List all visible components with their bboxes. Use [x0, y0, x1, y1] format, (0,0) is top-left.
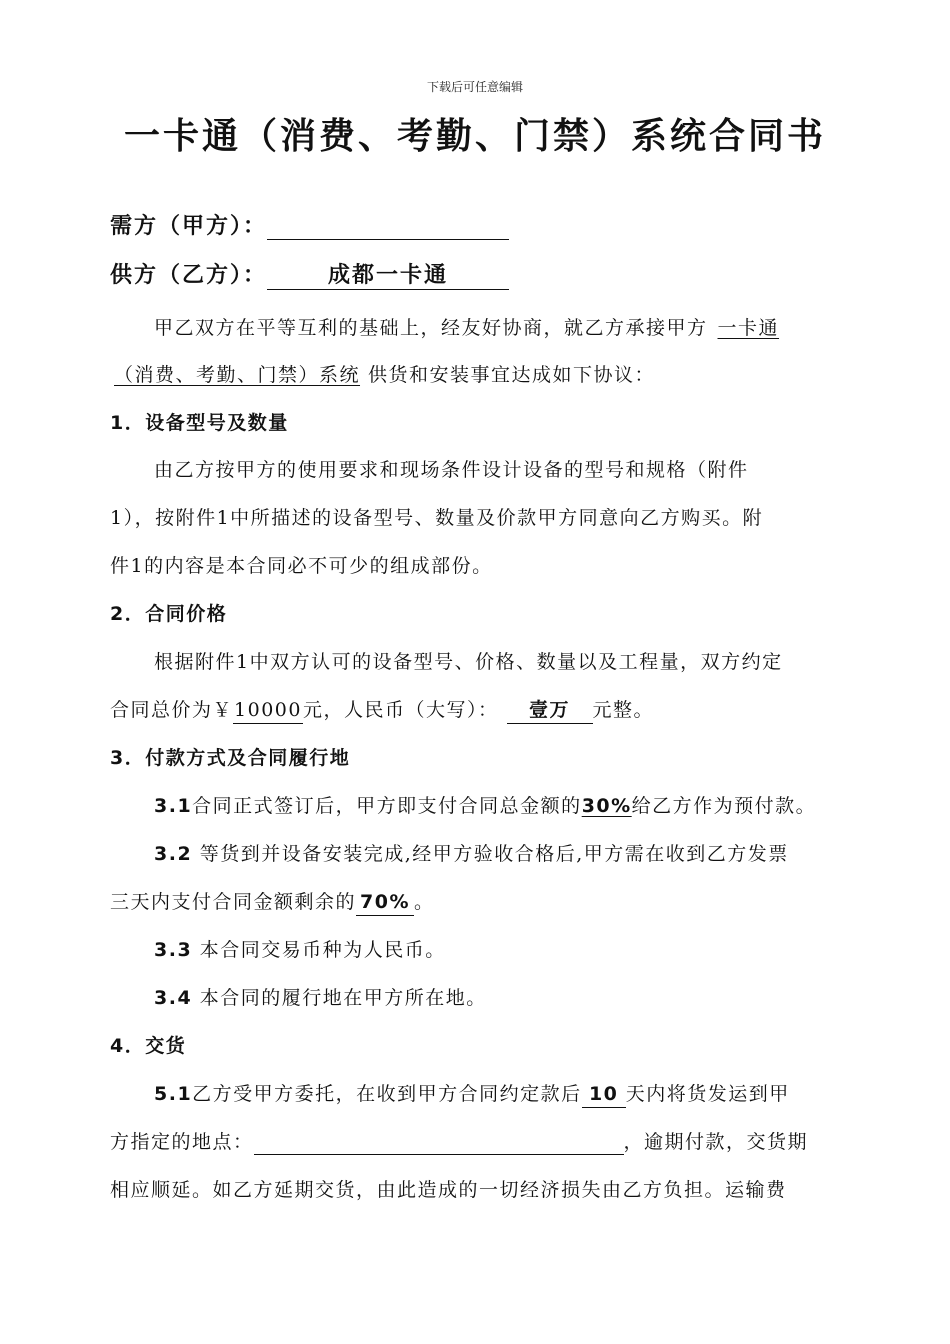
clause-5-1: [110, 1081, 894, 1108]
clause-5-1-number: 5.1: [154, 1083, 193, 1105]
party-b-label: 供方（乙方）：: [110, 263, 268, 288]
price-value: 10000: [233, 697, 303, 724]
price-suffix: 元整。: [592, 699, 655, 721]
intro-text-2: 供货和安装事宜达成如下协议：: [368, 364, 656, 386]
section-3-heading: 3．付款方式及合同履行地: [110, 747, 351, 769]
clause-3-3-text: 本合同交易币种为人民币。: [199, 939, 446, 961]
party-b-field[interactable]: 成都一卡通: [267, 263, 509, 290]
clause-3-1-number: 3.1: [154, 795, 193, 817]
section-2-line-1: 根据附件1中双方认可的设备型号、价格、数量以及工程量，双方约定: [154, 651, 783, 673]
clause-5-1-line-3: 相应顺延。如乙方延期交货，由此造成的一切经济损失由乙方负担。运输费: [110, 1179, 787, 1201]
intro-text-1: 甲乙双方在平等互利的基础上，经友好协商，就乙方承接甲方: [154, 317, 708, 339]
document-title: 一卡通（消费、考勤、门禁）系统合同书: [123, 116, 826, 157]
clause-3-1-text: 合同正式签订后，甲方即支付合同总金额的: [192, 795, 582, 817]
section-1-line-3: 件1的内容是本合同必不可少的组成部份。: [110, 555, 493, 577]
party-b-row: [110, 263, 850, 290]
clause-3-2-number: 3.2: [154, 843, 193, 865]
clause-5-1-tail: 天内将货发运到甲: [625, 1083, 790, 1105]
clause-3-3-number: 3.3: [154, 939, 193, 961]
clause-5-1-line-2: [110, 1129, 850, 1155]
clause-3-2-percent: 70%: [356, 889, 414, 916]
section-2-line-2: [110, 697, 850, 724]
party-a-field[interactable]: [267, 215, 509, 240]
clause-3-2: [110, 841, 894, 867]
clause-5-1-text: 乙方受甲方委托，在收到甲方合同约定款后: [192, 1083, 582, 1105]
clause-5-1-days: 10: [582, 1081, 626, 1108]
delivery-location-label: 方指定的地点：: [110, 1131, 254, 1153]
header-note: 下载后可任意编辑: [426, 80, 523, 94]
party-a-label: 需方（甲方）：: [110, 214, 268, 239]
clause-3-2-line2-text: 三天内支付合同金额剩余的: [110, 891, 357, 913]
section-4-heading: 4．交货: [110, 1035, 187, 1057]
price-words: 壹万: [507, 697, 593, 724]
project-name-a: 一卡通: [717, 317, 780, 339]
clause-3-1: [110, 793, 894, 819]
party-a-row: [110, 214, 850, 240]
price-prefix: 合同总价为￥: [110, 699, 234, 721]
delivery-location-tail: ，逾期付款，交货期: [623, 1131, 809, 1153]
clause-3-4-number: 3.4: [154, 987, 193, 1009]
clause-3-2-tail: 。: [414, 891, 435, 913]
section-1-line-1: 由乙方按甲方的使用要求和现场条件设计设备的型号和规格（附件: [154, 459, 749, 481]
intro-line-1: [110, 315, 850, 341]
clause-3-2-line-2: [110, 889, 850, 916]
clause-3-1-tail: 给乙方作为预付款。: [631, 795, 817, 817]
section-1-heading: 1．设备型号及数量: [110, 412, 289, 434]
clause-3-3: [110, 937, 894, 963]
clause-3-4: [110, 985, 894, 1011]
clause-3-1-percent: 30%: [581, 795, 632, 817]
delivery-location-field[interactable]: [254, 1130, 624, 1155]
clause-3-2-text: 等货到并设备安装完成,经甲方验收合格后,甲方需在收到乙方发票: [199, 843, 789, 865]
price-mid: 元，人民币（大写）：: [303, 699, 499, 721]
project-name-b: （消费、考勤、门禁）系统: [114, 364, 361, 386]
intro-line-2: [110, 362, 850, 388]
section-2-heading: 2．合同价格: [110, 603, 228, 625]
section-1-line-2: 1），按附件1中所描述的设备型号、数量及价款甲方同意向乙方购买。附: [110, 507, 764, 529]
clause-3-4-text: 本合同的履行地在甲方所在地。: [199, 987, 487, 1009]
